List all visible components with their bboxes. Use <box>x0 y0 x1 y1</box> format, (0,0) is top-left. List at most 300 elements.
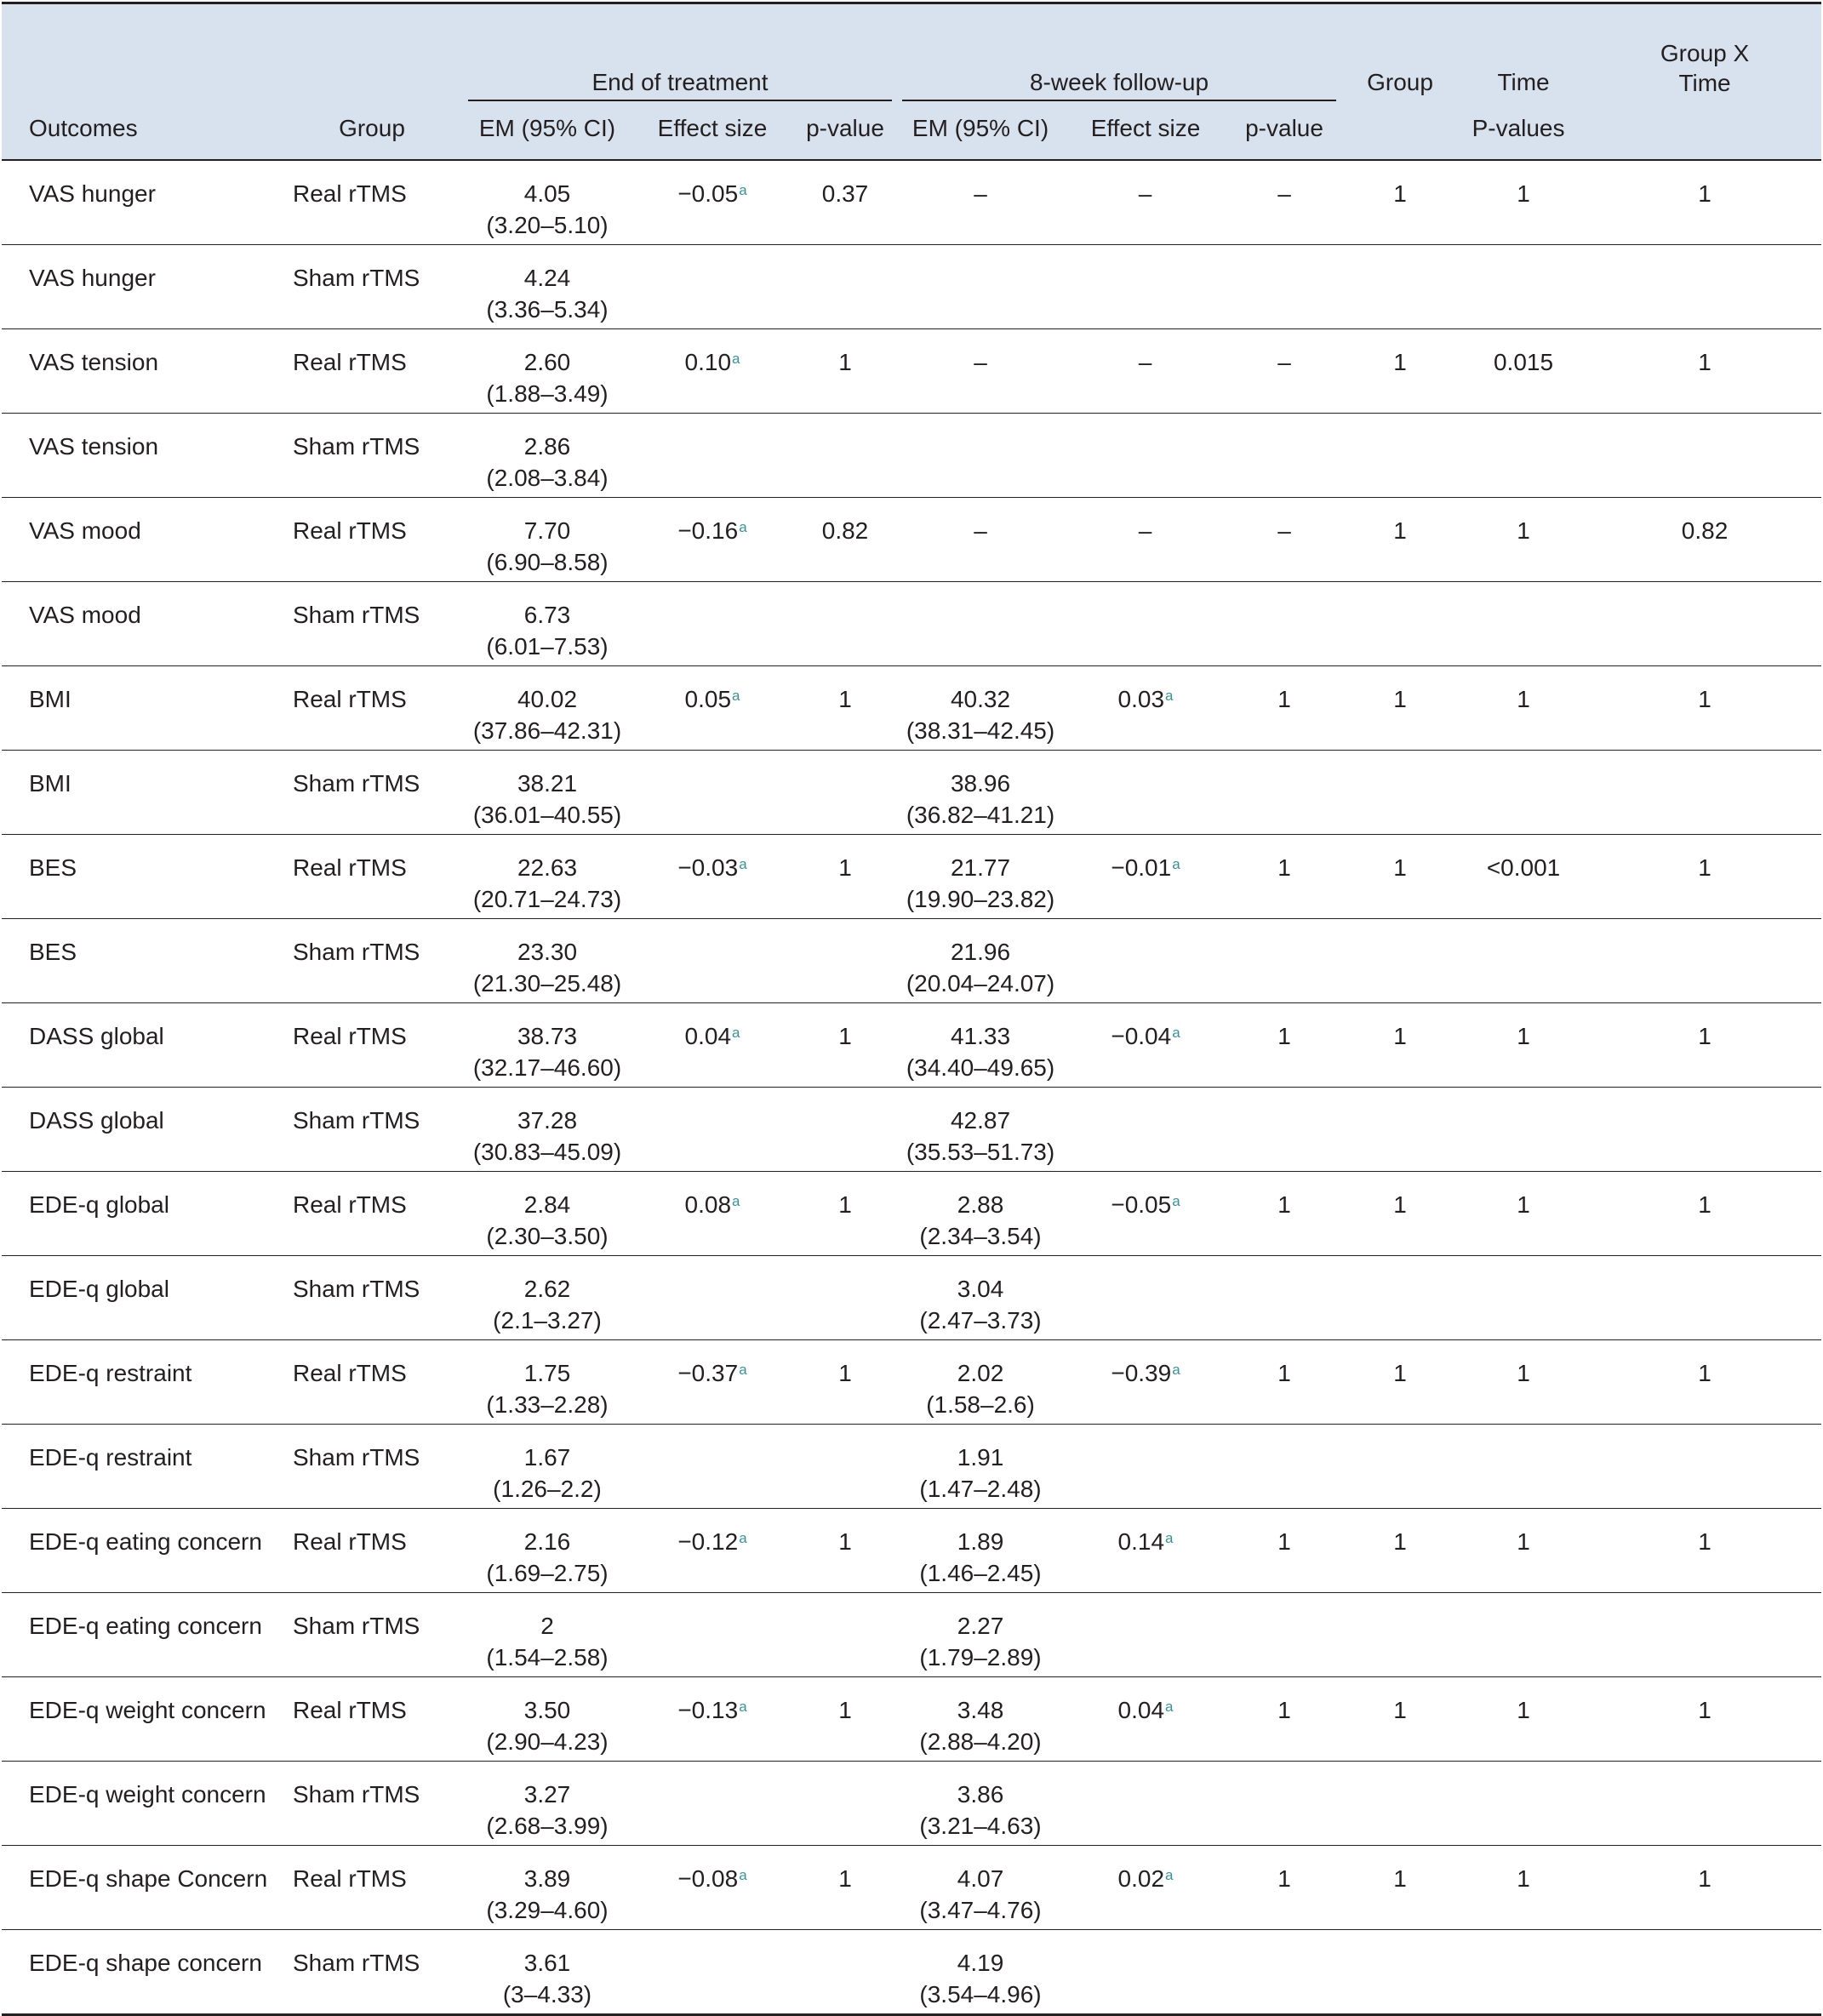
cell-group <box>281 414 463 498</box>
cell-text: (2.88–4.20) <box>919 1728 1042 1755</box>
cell-text: Real rTMS <box>293 1528 407 1555</box>
cell-text: <0.001 <box>1486 854 1561 881</box>
table-row <box>2 1340 1821 1425</box>
cell-p-time <box>1459 1509 1588 1593</box>
cell-effect-size <box>631 1509 793 1593</box>
cell-em-ci <box>463 245 631 329</box>
cell-outcome <box>2 1172 281 1256</box>
cell-p-time <box>1459 1762 1588 1846</box>
cell-p-group-x-time <box>1588 1762 1821 1846</box>
footnote-marker: a <box>1165 1530 1174 1546</box>
cell-p-value <box>793 1762 897 1846</box>
cell-text: (1.54–2.58) <box>486 1644 609 1670</box>
cell-text: (32.17–46.60) <box>472 1054 622 1081</box>
cell-em-ci-fu <box>897 1846 1064 1930</box>
cell-text: (36.82–41.21) <box>906 802 1055 828</box>
table-row <box>2 1677 1821 1762</box>
cell-effect-size <box>631 1088 793 1172</box>
cell-group <box>281 1340 463 1425</box>
cell-effect-size <box>631 1930 793 2015</box>
cell-text: Sham rTMS <box>293 770 420 797</box>
cell-p-value-fu <box>1227 1256 1341 1340</box>
cell-text: (1.69–2.75) <box>486 1560 609 1586</box>
cell-p-group-x-time <box>1588 1509 1821 1593</box>
cell-text: Sham rTMS <box>293 1444 420 1471</box>
cell-em-ci <box>463 1172 631 1256</box>
cell-outcome <box>2 1677 281 1762</box>
cell-group <box>281 751 463 835</box>
cell-em-ci <box>463 835 631 919</box>
cell-effect-size <box>631 919 793 1003</box>
cell-text: 1 <box>838 1191 852 1218</box>
cell-text: 1 <box>1393 1865 1407 1892</box>
cell-text: 42.87 <box>950 1107 1011 1134</box>
cell-effect-size-fu <box>1064 498 1227 582</box>
cell-em-ci-fu <box>897 1762 1064 1846</box>
cell-p-value <box>793 1593 897 1677</box>
cell-p-value <box>793 1256 897 1340</box>
cell-effect-size <box>631 1340 793 1425</box>
cell-text: (20.71–24.73) <box>472 886 622 912</box>
cell-p-value-fu <box>1227 160 1341 245</box>
cell-em-ci <box>463 1846 631 1930</box>
cell-em-ci <box>463 1677 631 1762</box>
cell-text: – <box>1138 180 1152 207</box>
cell-em-ci-fu <box>897 1340 1064 1425</box>
cell-text: 21.77 <box>950 854 1011 881</box>
cell-em-ci <box>463 751 631 835</box>
cell-effect-size <box>631 160 793 245</box>
cell-p-time <box>1459 498 1588 582</box>
cell-em-ci-fu <box>897 1593 1064 1677</box>
cell-text: 4.19 <box>957 1950 1004 1976</box>
cell-text: 0.10 <box>684 349 732 375</box>
cell-text: −0.12 <box>677 1528 739 1555</box>
cell-p-group <box>1341 582 1459 666</box>
cell-effect-size <box>631 1677 793 1762</box>
cell-text: 1 <box>1517 686 1530 712</box>
cell-p-value-fu <box>1227 329 1341 414</box>
cell-text: Sham rTMS <box>293 602 420 628</box>
cell-group <box>281 1425 463 1509</box>
cell-text: BMI <box>29 770 71 797</box>
cell-text: 4.07 <box>957 1865 1004 1892</box>
cell-em-ci-fu <box>897 835 1064 919</box>
cell-text: – <box>1138 517 1152 544</box>
header-p-value: p-value <box>806 114 884 141</box>
cell-text: DASS global <box>29 1107 164 1134</box>
table-row <box>2 329 1821 414</box>
cell-text: Sham rTMS <box>293 1276 420 1302</box>
cell-text: – <box>1277 517 1291 544</box>
cell-p-group <box>1341 1677 1459 1762</box>
cell-em-ci <box>463 1425 631 1509</box>
footnote-marker: a <box>1165 688 1174 704</box>
cell-text: 1 <box>838 1360 852 1386</box>
cell-p-value-fu <box>1227 919 1341 1003</box>
cell-text: Real rTMS <box>293 517 407 544</box>
cell-text: −0.04 <box>1111 1023 1172 1049</box>
cell-text: (3.36–5.34) <box>486 296 609 323</box>
table-row <box>2 160 1821 245</box>
footnote-marker: a <box>739 182 747 198</box>
cell-text: 1 <box>838 854 852 881</box>
header-group-x-time: Group X Time <box>1660 40 1750 96</box>
cell-text: 2 <box>540 1613 554 1639</box>
table-row <box>2 498 1821 582</box>
table-header <box>2 3 1821 161</box>
cell-p-value <box>793 1003 897 1088</box>
cell-p-value <box>793 1340 897 1425</box>
cell-text: (3.20–5.10) <box>486 212 609 238</box>
header-time-pvalue: Time <box>1497 69 1550 95</box>
cell-group <box>281 919 463 1003</box>
cell-p-group-x-time <box>1588 1340 1821 1425</box>
cell-text: (30.83–45.09) <box>472 1139 622 1165</box>
cell-text: 1 <box>1277 1865 1291 1892</box>
cell-text: 2.27 <box>957 1613 1004 1639</box>
cell-p-value-fu <box>1227 1509 1341 1593</box>
footnote-marker: a <box>1172 1025 1180 1041</box>
cell-em-ci-fu <box>897 1425 1064 1509</box>
cell-text: (1.88–3.49) <box>486 380 609 407</box>
cell-text: 1 <box>1517 180 1530 207</box>
cell-text: (20.04–24.07) <box>906 970 1055 997</box>
cell-text: 1 <box>1277 854 1291 881</box>
cell-effect-size-fu <box>1064 835 1227 919</box>
cell-p-time <box>1459 1425 1588 1509</box>
table-row <box>2 414 1821 498</box>
cell-p-time <box>1459 835 1588 919</box>
cell-text: (2.08–3.84) <box>486 465 609 491</box>
cell-p-group <box>1341 1509 1459 1593</box>
cell-text: (19.90–23.82) <box>906 886 1055 912</box>
table-row <box>2 835 1821 919</box>
cell-text: 1 <box>1698 1191 1712 1218</box>
cell-text: 0.02 <box>1117 1865 1165 1892</box>
cell-text: 1 <box>1698 349 1712 375</box>
cell-text: Real rTMS <box>293 1697 407 1723</box>
cell-text: EDE-q shape concern <box>29 1950 262 1976</box>
cell-p-group <box>1341 1172 1459 1256</box>
cell-text: 3.04 <box>957 1276 1004 1302</box>
header-outcomes: Outcomes <box>29 114 138 141</box>
cell-effect-size-fu <box>1064 160 1227 245</box>
cell-effect-size <box>631 414 793 498</box>
cell-text: Real rTMS <box>293 1865 407 1892</box>
header-row-2 <box>2 101 1821 160</box>
cell-effect-size <box>631 329 793 414</box>
cell-text: VAS tension <box>29 349 159 375</box>
cell-text: Real rTMS <box>293 1360 407 1386</box>
cell-text: – <box>1277 180 1291 207</box>
cell-p-value-fu <box>1227 1425 1341 1509</box>
cell-em-ci <box>463 1593 631 1677</box>
cell-effect-size <box>631 666 793 751</box>
cell-text: 6.73 <box>523 602 571 628</box>
cell-p-group-x-time <box>1588 1003 1821 1088</box>
cell-text: (2.68–3.99) <box>486 1813 609 1839</box>
cell-text: – <box>1277 349 1291 375</box>
footnote-marker: a <box>739 1699 747 1715</box>
footnote-marker: a <box>1172 1193 1180 1209</box>
cell-outcome <box>2 498 281 582</box>
footnote-marker: a <box>1165 1867 1174 1883</box>
cell-effect-size-fu <box>1064 1762 1227 1846</box>
cell-p-value <box>793 1088 897 1172</box>
header-em-ci-fu: EM (95% CI) <box>912 114 1049 141</box>
cell-p-group <box>1341 1256 1459 1340</box>
cell-text: 40.32 <box>950 686 1011 712</box>
cell-text: −0.01 <box>1111 854 1172 881</box>
cell-effect-size-fu <box>1064 1677 1227 1762</box>
cell-text: 1 <box>1393 349 1407 375</box>
cell-effect-size-fu <box>1064 245 1227 329</box>
cell-text: 2.86 <box>523 433 571 460</box>
cell-text: BES <box>29 854 77 881</box>
cell-text: (34.40–49.65) <box>906 1054 1055 1081</box>
cell-effect-size-fu <box>1064 1256 1227 1340</box>
cell-p-value <box>793 414 897 498</box>
cell-text: BES <box>29 939 77 965</box>
cell-em-ci-fu <box>897 329 1064 414</box>
footnote-marker: a <box>739 1530 747 1546</box>
cell-text: VAS mood <box>29 602 141 628</box>
cell-group <box>281 1172 463 1256</box>
cell-outcome <box>2 329 281 414</box>
cell-text: 4.24 <box>523 265 571 291</box>
header-group: Group <box>339 114 405 141</box>
cell-text: −0.05 <box>677 180 739 207</box>
cell-effect-size-fu <box>1064 1088 1227 1172</box>
footnote-marker: a <box>739 856 747 872</box>
cell-effect-size-fu <box>1064 414 1227 498</box>
cell-text: 40.02 <box>517 686 578 712</box>
cell-text: (21.30–25.48) <box>472 970 622 997</box>
cell-text: EDE-q restraint <box>29 1444 192 1471</box>
cell-em-ci <box>463 414 631 498</box>
table-row <box>2 1593 1821 1677</box>
cell-p-value <box>793 1172 897 1256</box>
cell-p-value-fu <box>1227 1088 1341 1172</box>
cell-text: 1 <box>1517 1865 1530 1892</box>
cell-text: −0.03 <box>677 854 739 881</box>
cell-group <box>281 666 463 751</box>
cell-group <box>281 1593 463 1677</box>
cell-outcome <box>2 1509 281 1593</box>
cell-p-time <box>1459 666 1588 751</box>
header-effect-size-fu: Effect size <box>1090 114 1201 141</box>
cell-em-ci <box>463 1088 631 1172</box>
cell-group <box>281 835 463 919</box>
cell-outcome <box>2 919 281 1003</box>
cell-text: 2.16 <box>523 1528 571 1555</box>
cell-group <box>281 498 463 582</box>
cell-text: 1 <box>838 1528 852 1555</box>
cell-text: 0.04 <box>1117 1697 1165 1723</box>
cell-effect-size-fu <box>1064 1509 1227 1593</box>
cell-effect-size-fu <box>1064 1593 1227 1677</box>
cell-effect-size <box>631 1846 793 1930</box>
cell-effect-size <box>631 1593 793 1677</box>
cell-text: 3.61 <box>523 1950 571 1976</box>
cell-text: 1 <box>1393 517 1407 544</box>
cell-em-ci-fu <box>897 751 1064 835</box>
cell-text: 1 <box>1698 1360 1712 1386</box>
cell-outcome <box>2 1003 281 1088</box>
cell-text: 0.05 <box>684 686 732 712</box>
footnote-marker: a <box>1165 1699 1174 1715</box>
cell-text: 1 <box>1517 517 1530 544</box>
cell-em-ci <box>463 1003 631 1088</box>
cell-text: 41.33 <box>950 1023 1011 1049</box>
cell-p-time <box>1459 414 1588 498</box>
cell-text: BMI <box>29 686 71 712</box>
cell-text: 1 <box>838 1023 852 1049</box>
cell-effect-size-fu <box>1064 751 1227 835</box>
cell-text: EDE-q eating concern <box>29 1613 262 1639</box>
cell-p-value-fu <box>1227 835 1341 919</box>
cell-text: (2.90–4.23) <box>486 1728 609 1755</box>
table-row <box>2 1846 1821 1930</box>
cell-text: 1 <box>1698 686 1712 712</box>
cell-outcome <box>2 1593 281 1677</box>
cell-text: 38.21 <box>517 770 578 797</box>
cell-effect-size <box>631 1003 793 1088</box>
cell-text: 22.63 <box>517 854 578 881</box>
cell-outcome <box>2 414 281 498</box>
cell-text: 3.27 <box>523 1781 571 1808</box>
cell-p-value-fu <box>1227 414 1341 498</box>
cell-text: EDE-q global <box>29 1191 169 1218</box>
cell-group <box>281 160 463 245</box>
cell-text: 0.82 <box>1681 517 1729 544</box>
cell-em-ci-fu <box>897 1088 1064 1172</box>
cell-text: 1 <box>838 349 852 375</box>
cell-p-value-fu <box>1227 1677 1341 1762</box>
cell-em-ci <box>463 1762 631 1846</box>
cell-text: (37.86–42.31) <box>472 717 622 744</box>
cell-text: 7.70 <box>523 517 571 544</box>
cell-p-group-x-time <box>1588 498 1821 582</box>
cell-outcome <box>2 1930 281 2015</box>
cell-text: 1.91 <box>957 1444 1004 1471</box>
cell-p-group-x-time <box>1588 1425 1821 1509</box>
cell-outcome <box>2 666 281 751</box>
cell-text: 1 <box>1517 1360 1530 1386</box>
cell-text: 1 <box>1517 1023 1530 1049</box>
header-blank-2 <box>281 3 463 102</box>
cell-effect-size <box>631 1762 793 1846</box>
cell-text: (2.1–3.27) <box>493 1307 602 1334</box>
cell-text: VAS hunger <box>29 265 156 291</box>
cell-effect-size <box>631 835 793 919</box>
cell-text: (1.46–2.45) <box>919 1560 1042 1586</box>
cell-p-group <box>1341 245 1459 329</box>
cell-em-ci-fu <box>897 1509 1064 1593</box>
cell-p-value <box>793 582 897 666</box>
cell-text: EDE-q weight concern <box>29 1781 266 1808</box>
cell-group <box>281 1088 463 1172</box>
cell-outcome <box>2 1762 281 1846</box>
cell-group <box>281 1003 463 1088</box>
cell-text: −0.16 <box>677 517 739 544</box>
cell-text: Real rTMS <box>293 1023 407 1049</box>
cell-effect-size <box>631 498 793 582</box>
cell-text: EDE-q shape Concern <box>29 1865 268 1892</box>
cell-text: Real rTMS <box>293 686 407 712</box>
cell-text: 1 <box>1393 1528 1407 1555</box>
cell-text: (38.31–42.45) <box>906 717 1055 744</box>
cell-em-ci-fu <box>897 1677 1064 1762</box>
cell-text: 1 <box>1277 1191 1291 1218</box>
cell-em-ci-fu <box>897 1930 1064 2015</box>
table-row <box>2 582 1821 666</box>
cell-em-ci-fu <box>897 1172 1064 1256</box>
cell-p-group-x-time <box>1588 245 1821 329</box>
footnote-marker: a <box>732 351 740 367</box>
cell-p-group <box>1341 1762 1459 1846</box>
cell-p-value <box>793 1509 897 1593</box>
footnote-marker: a <box>732 688 740 704</box>
cell-em-ci <box>463 160 631 245</box>
cell-outcome <box>2 1340 281 1425</box>
cell-em-ci <box>463 1930 631 2015</box>
footnote-marker: a <box>739 1867 747 1883</box>
cell-effect-size-fu <box>1064 582 1227 666</box>
cell-text: 3.86 <box>957 1781 1004 1808</box>
cell-p-group-x-time <box>1588 835 1821 919</box>
cell-text: −0.39 <box>1111 1360 1172 1386</box>
cell-text: Sham rTMS <box>293 265 420 291</box>
table-body <box>2 160 1821 2015</box>
cell-em-ci-fu <box>897 160 1064 245</box>
cell-em-ci-fu <box>897 1256 1064 1340</box>
cell-text: Real rTMS <box>293 349 407 375</box>
footnote-marker: a <box>732 1025 740 1041</box>
cell-em-ci <box>463 666 631 751</box>
table-row <box>2 1172 1821 1256</box>
cell-p-group-x-time <box>1588 751 1821 835</box>
cell-effect-size <box>631 245 793 329</box>
cell-em-ci-fu <box>897 1003 1064 1088</box>
cell-text: Sham rTMS <box>293 1613 420 1639</box>
cell-effect-size-fu <box>1064 1172 1227 1256</box>
cell-text: 1 <box>1517 1191 1530 1218</box>
cell-p-time <box>1459 160 1588 245</box>
cell-text: (2.47–3.73) <box>919 1307 1042 1334</box>
cell-em-ci <box>463 582 631 666</box>
cell-effect-size-fu <box>1064 1930 1227 2015</box>
cell-p-value-fu <box>1227 582 1341 666</box>
cell-text: Sham rTMS <box>293 939 420 965</box>
cell-p-value <box>793 919 897 1003</box>
cell-text: 1 <box>1517 1528 1530 1555</box>
cell-text: (1.47–2.48) <box>919 1476 1042 1502</box>
cell-p-time <box>1459 919 1588 1003</box>
cell-effect-size <box>631 1256 793 1340</box>
cell-em-ci <box>463 329 631 414</box>
cell-text: (3.21–4.63) <box>919 1813 1042 1839</box>
cell-p-value-fu <box>1227 666 1341 751</box>
cell-text: 2.62 <box>523 1276 571 1302</box>
cell-text: 3.50 <box>523 1697 571 1723</box>
cell-p-group <box>1341 1846 1459 1930</box>
cell-text: (3.47–4.76) <box>919 1897 1042 1923</box>
cell-p-value-fu <box>1227 1930 1341 2015</box>
cell-em-ci <box>463 919 631 1003</box>
cell-text: 0.015 <box>1493 349 1554 375</box>
